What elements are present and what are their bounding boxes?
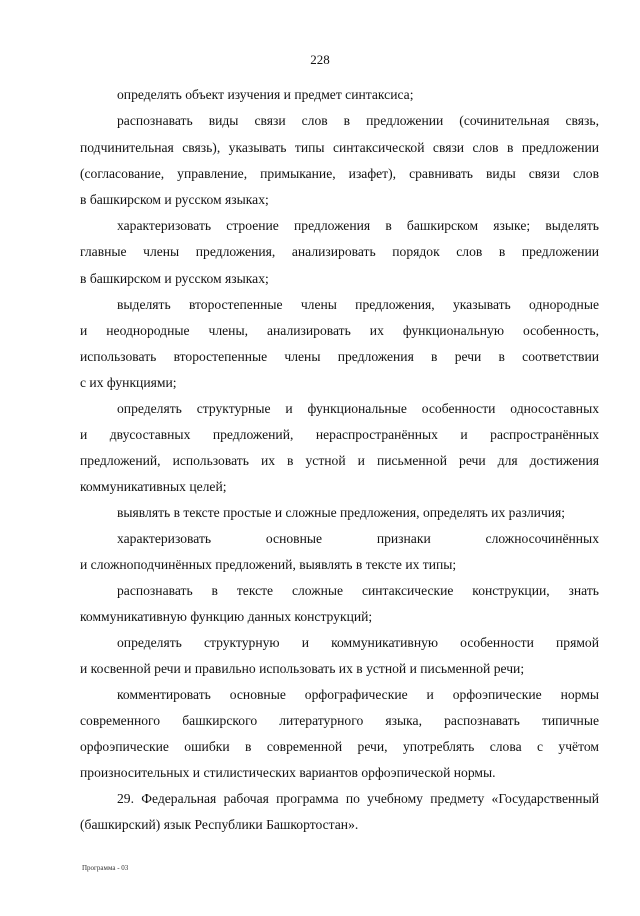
text-line: предложений, использовать их в устной и письменной речи для достижения	[80, 453, 599, 468]
text-line: 29. Федеральная рабочая программа по учебному предмету «Государственный	[117, 791, 599, 806]
text-line: комментировать основные орфографические и орфоэпические нормы	[117, 687, 599, 702]
text-line: (башкирский) язык Республики Башкортостан».	[80, 817, 359, 832]
page-number: 228	[310, 52, 330, 67]
text-line: главные члены предложения, анализировать порядок слов в предложении	[80, 244, 599, 259]
text-line: определять структурные и функциональные особенности односоставных	[117, 401, 599, 416]
text-line: современного башкирского литературного языка, распознавать типичные	[80, 713, 599, 728]
text-line: в башкирском и русском языках;	[80, 271, 269, 286]
text-line: подчинительная связь), указывать типы синтаксической связи слов в предложении	[80, 140, 599, 155]
text-line: характеризовать основные признаки сложносочинённых	[117, 531, 599, 546]
text-line: выделять второстепенные члены предложения, указывать однородные	[117, 297, 599, 312]
text-line: с их функциями;	[80, 375, 177, 390]
text-line: выявлять в тексте простые и сложные предложения, определять их различия;	[117, 505, 566, 520]
text-line: произносительных и стилистических вариантов орфоэпической нормы.	[80, 765, 496, 780]
text-line: распознавать в тексте сложные синтаксические конструкции, знать	[117, 583, 599, 598]
text-line: орфоэпические ошибки в современной речи, употреблять слова с учётом	[80, 739, 599, 754]
text-line: и неоднородные члены, анализировать их функциональную особенность,	[80, 323, 599, 338]
text-line: и сложноподчинённых предложений, выявлять в тексте их типы;	[80, 557, 457, 572]
text-line: характеризовать строение предложения в башкирском языке; выделять	[117, 218, 599, 233]
text-line: использовать второстепенные члены предложения в речи в соответствии	[80, 349, 599, 364]
footer-label: Программа - 03	[82, 864, 129, 872]
text-line: коммуникативную функцию данных конструкций;	[80, 609, 373, 624]
text-line: коммуникативных целей;	[80, 479, 227, 494]
text-line: определять объект изучения и предмет синтаксиса;	[117, 87, 414, 102]
text-line: (согласование, управление, примыкание, изафет), сравнивать виды связи слов	[80, 166, 599, 181]
text-line: в башкирском и русском языках;	[80, 192, 269, 207]
text-line: определять структурную и коммуникативную особенности прямой	[117, 635, 599, 650]
text-line: и косвенной речи и правильно использовать их в устной и письменной речи;	[80, 661, 525, 676]
text-line: распознавать виды связи слов в предложении (сочинительная связь,	[117, 113, 599, 128]
text-line: и двусоставных предложений, нераспространённых и распространённых	[80, 427, 599, 442]
